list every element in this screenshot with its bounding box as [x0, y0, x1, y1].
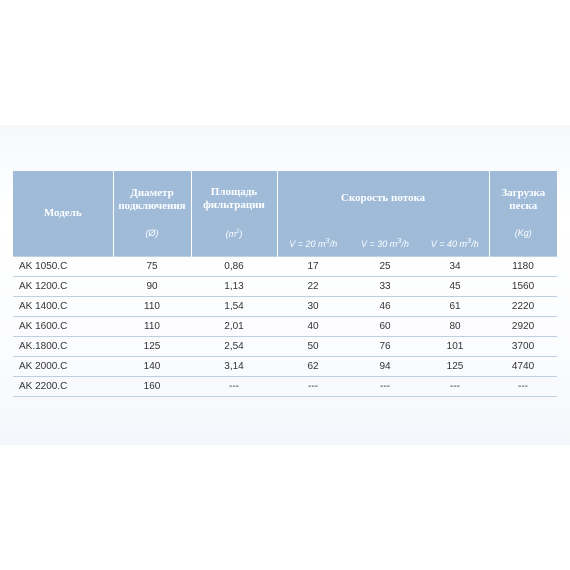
cell-model: AK 2000.C: [13, 357, 113, 377]
cell-diameter: 110: [113, 297, 191, 317]
table-header: [13, 171, 557, 257]
cell-v30: 94: [349, 357, 421, 377]
header-speed: [277, 171, 489, 226]
header-load-unit: (Kg): [514, 228, 532, 238]
cell-load: ---: [489, 377, 557, 397]
header-area-unit: $(m^2)$: [225, 229, 243, 239]
header-load-label: Загрузка песка: [501, 187, 546, 212]
header-speed-label: Скорость потока: [340, 192, 426, 204]
cell-load: 1180: [489, 257, 557, 277]
header-speed-v30: V = 30 $m^3/h$: [349, 226, 421, 257]
header-row-main: [13, 171, 557, 226]
cell-diameter: 110: [113, 317, 191, 337]
cell-v20: 50: [277, 337, 349, 357]
cell-area: 1,54: [191, 297, 277, 317]
cell-v30: ---: [349, 377, 421, 397]
cell-v20: 62: [277, 357, 349, 377]
cell-diameter: 125: [113, 337, 191, 357]
cell-model: AK 1400.C: [13, 297, 113, 317]
header-diameter: [113, 171, 191, 257]
cell-model: AK.1800.C: [13, 337, 113, 357]
cell-diameter: 90: [113, 277, 191, 297]
cell-v40: 61: [421, 297, 489, 317]
cell-diameter: 160: [113, 377, 191, 397]
cell-v20: ---: [277, 377, 349, 397]
cell-v30: 60: [349, 317, 421, 337]
cell-v30: 46: [349, 297, 421, 317]
cell-load: 2220: [489, 297, 557, 317]
cell-area: 2,54: [191, 337, 277, 357]
cell-load: 2920: [489, 317, 557, 337]
cell-model: AK 2200.C: [13, 377, 113, 397]
cell-v20: 22: [277, 277, 349, 297]
cell-v40: 125: [421, 357, 489, 377]
cell-v20: 30: [277, 297, 349, 317]
spec-table-container: [13, 171, 557, 397]
header-speed-v40: V = 40 $m^3/h$: [421, 226, 489, 257]
table-row: [13, 377, 557, 397]
table-row: [13, 357, 557, 377]
cell-area: 1,13: [191, 277, 277, 297]
header-diameter-unit: (Ø): [145, 228, 159, 238]
cell-v40: ---: [421, 377, 489, 397]
header-model-label: Модель: [43, 207, 82, 219]
cell-area: 2,01: [191, 317, 277, 337]
cell-area: 0,86: [191, 257, 277, 277]
cell-v40: 34: [421, 257, 489, 277]
header-area: [191, 171, 277, 257]
cell-area: 3,14: [191, 357, 277, 377]
cell-v30: 76: [349, 337, 421, 357]
cell-load: 1560: [489, 277, 557, 297]
header-load: [489, 171, 557, 257]
cell-v40: 101: [421, 337, 489, 357]
cell-model: AK 1050.C: [13, 257, 113, 277]
header-speed-v20: V = 20 $m^3/h$: [277, 226, 349, 257]
cell-model: AK 1200.C: [13, 277, 113, 297]
header-area-label: Площадь фильтрации: [203, 186, 265, 211]
spec-table: [13, 171, 557, 397]
cell-area: ---: [191, 377, 277, 397]
cell-v30: 25: [349, 257, 421, 277]
cell-diameter: 140: [113, 357, 191, 377]
header-diameter-label: Диаметр подключения: [118, 187, 186, 212]
cell-v20: 17: [277, 257, 349, 277]
table-body: [13, 257, 557, 397]
table-row: [13, 337, 557, 357]
cell-diameter: 75: [113, 257, 191, 277]
cell-v30: 33: [349, 277, 421, 297]
cell-v20: 40: [277, 317, 349, 337]
header-model: [13, 171, 113, 257]
table-row: [13, 297, 557, 317]
table-row: [13, 317, 557, 337]
table-row: [13, 257, 557, 277]
cell-model: AK 1600.C: [13, 317, 113, 337]
cell-v40: 45: [421, 277, 489, 297]
table-row: [13, 277, 557, 297]
cell-load: 3700: [489, 337, 557, 357]
cell-load: 4740: [489, 357, 557, 377]
cell-v40: 80: [421, 317, 489, 337]
